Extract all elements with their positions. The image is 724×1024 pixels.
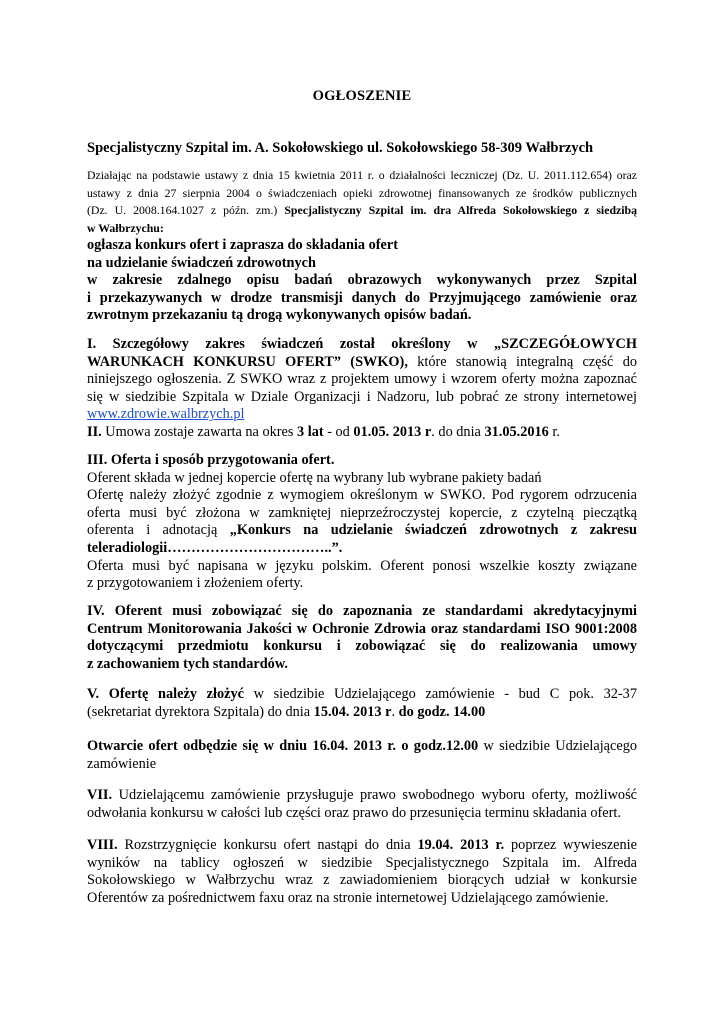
website-link[interactable]: www.zdrowie.walbrzych.pl (87, 406, 245, 423)
announcement-line: na udzielanie świadczeń zdrowotnych (87, 254, 316, 271)
section-2 (87, 424, 637, 442)
hospital-header: Specjalistyczny Szpital im. A. Sokołowskiego ul. Sokołowskiego 58-309 Wałbrzych (87, 140, 594, 156)
section-4-line: z zachowaniem tych standardów. (87, 655, 288, 672)
contract-end-date: 31.05.2016 (484, 423, 549, 440)
section-8 (87, 837, 637, 907)
section-1-line (87, 354, 637, 372)
opening-line (87, 738, 637, 756)
section-2-text: Umowa zostaje zawarta na okres (101, 423, 298, 440)
section-8-text: Rozstrzygnięcie konkursu ofert nastąpi do dnia (117, 837, 418, 853)
contract-term: 3 lat (297, 423, 328, 440)
section-8-text: poprzez wywieszenie (504, 837, 637, 853)
section-8-number: VIII. (87, 837, 118, 853)
announcement-block (87, 237, 637, 325)
decision-date: 19.04. 2013 r. (417, 837, 505, 853)
section-3-heading: III. Oferta i sposób przygotowania ofert. (87, 452, 335, 468)
announcement-line: zwrotnym przekazaniu tą drogą wykonywanych opisów badań. (87, 307, 472, 324)
section-5 (87, 686, 637, 721)
section-5-line (87, 686, 637, 704)
section-5-text: w siedzibie Udzielającego zamówienie - bud C pok. 32-37 (243, 686, 637, 702)
section-8-line: Oferentów za pośrednictwem faxu oraz na stronie internetowej Udzielającego zamówienie. (87, 889, 609, 906)
section-4 (87, 603, 637, 673)
section-2-text: . do dnia (431, 423, 485, 440)
legal-basis-line: ustawy z dnia 27 sierpnia 2004 o świadczeniach opieki zdrowotnej finansowanych ze środków publicznych (87, 185, 637, 200)
annotation-bold: „Konkurs na udzielanie świadczeń zdrowotnych z zakresu (229, 522, 637, 539)
section-4-line: IV. Oferent musi zobowiązać się do zapoznania ze standardami akredytacyjnymi (87, 603, 637, 619)
opening-line: zamówienie (87, 755, 157, 772)
section-7-text: Udzielającemu zamówienie przysługuje prawo swobodnego wyboru oferty, możliwość (112, 787, 637, 803)
announcement-line: i przekazywanych w drodze transmisji danych do Przyjmującego zamówienie oraz (87, 289, 637, 306)
section-5-heading: V. Ofertę należy złożyć (87, 686, 244, 702)
swko-bold: WARUNKACH KONKURSU OFERT” (SWKO), (87, 353, 408, 370)
section-4-line: Centrum Monitorowania Jakości w Ochronie Zdrowia oraz standardami ISO 9001:2008 (87, 620, 637, 637)
section-8-line: Sokołowskiego w Wałbrzychu wraz z zawiadomieniem biorących udział w konkursie (87, 872, 637, 889)
section-2-text: r. (548, 423, 560, 440)
section-7-line: odwołania konkursu w całości lub części oraz prawo do przesunięcia terminu składania ofert. (87, 804, 621, 821)
hospital-name-bold: Specjalistyczny Szpital im. dra Alfreda Sokołowskiego z siedzibą (277, 203, 637, 218)
section-1-line (87, 406, 637, 424)
section-2-number: II. (87, 423, 102, 440)
opening-date-bold: Otwarcie ofert odbędzie się w dniu 16.04. 2013 r. o godz.12.00 (87, 738, 479, 754)
section-3-line: oferta musi być złożona w zamkniętej nieprzeźroczystej kopercie, z czytelną pieczątką (87, 504, 637, 521)
section-3-line: Oferent składa w jednej kopercie ofertę na wybrany lub wybrane pakiety badań (87, 469, 542, 486)
section-1-line: I. Szczegółowy zakres świadczeń został określony w „SZCZEGÓŁOWYCH (87, 336, 637, 352)
section-5-line (87, 704, 637, 722)
section-5-text: . (391, 703, 399, 720)
contract-start-date: 01.05. 2013 r (353, 423, 432, 440)
opening-text: w siedzibie Udzielającego (478, 738, 637, 754)
section-3-line (87, 522, 637, 540)
section-3-line: Ofertę należy złożyć zgodnie z wymogiem określonym w SWKO. Pod rygorem odrzucenia (87, 487, 637, 504)
announcement-line: w zakresie zdalnego opisu badań obrazowych wykonywanych przez Szpital (87, 272, 637, 289)
section-3 (87, 452, 637, 593)
submission-time: do godz. 14.00 (398, 703, 486, 720)
section-4-line: dotyczącymi przedmiotu konkursu i zobowiązać się do realizowania umowy (87, 638, 637, 655)
legal-basis-line (87, 202, 637, 220)
section-8-line (87, 837, 637, 855)
section-5-text: (sekretariat dyrektora Szpitala) do dnia (87, 703, 314, 720)
announcement-line: ogłasza konkurs ofert i zaprasza do składania ofert (87, 237, 398, 253)
section-8-line: wyników na tablicy ogłoszeń w siedzibie Specjalistycznego Szpitala im. Alfreda (87, 854, 637, 871)
section-2-text: - od (327, 423, 354, 440)
section-1-text: które stanowią integralną część do (407, 353, 637, 370)
section-1-line: niniejszego ogłoszenia. Z SWKO wraz z projektem umowy i wzorem oferty można zapoznać (87, 371, 637, 388)
submission-date: 15.04. 2013 r (313, 703, 392, 720)
section-3-line: Oferta musi być napisana w języku polskim. Oferent ponosi wszelkie koszty związane (87, 557, 637, 574)
section-7-number: VII. (87, 787, 113, 803)
section-1-line: się w siedzibie Szpitala w Dziale Organizacji i Nadzoru, lub pobrać ze strony internetowej (87, 388, 637, 405)
legal-basis-line: w Wałbrzychu: (87, 220, 164, 235)
opening-info (87, 738, 637, 773)
section-3-line: z przygotowaniem i złożeniem oferty. (87, 575, 304, 592)
legal-basis-paragraph (87, 167, 637, 237)
section-1 (87, 336, 637, 442)
section-3-line: teleradiologii……………………………..”. (87, 539, 343, 556)
section-7-line (87, 787, 637, 805)
legal-basis-line: Działając na podstawie ustawy z dnia 15 kwietnia 2011 r. o działalności leczniczej (Dz. U. 2011.112.654) oraz (87, 168, 637, 182)
section-3-text: oferenta i adnotacją (87, 522, 230, 539)
document-title: OGŁOSZENIE (312, 88, 412, 104)
legal-ref: (Dz. U. 2008.164.1027 z późn. zm.) (87, 203, 278, 218)
section-7 (87, 787, 637, 822)
